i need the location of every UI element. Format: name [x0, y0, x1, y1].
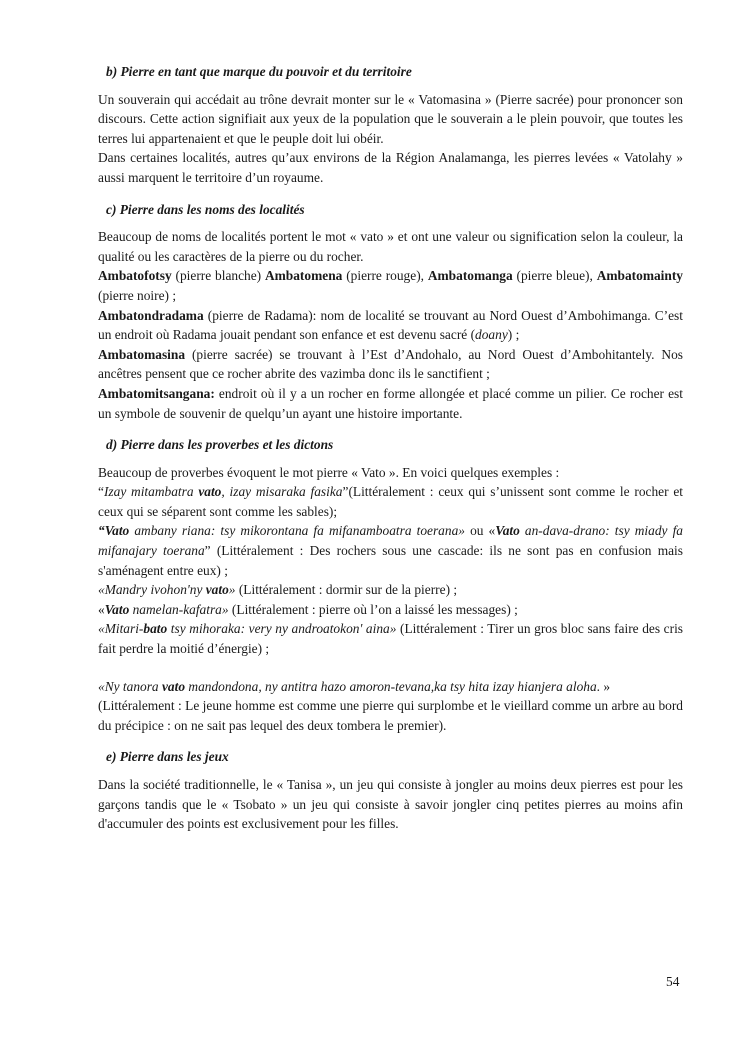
proverb-6: «Ny tanora vato mandondona, ny antitra hazo amoron-tevana,ka tsy hita izay hianjera aloha. »: [98, 678, 611, 694]
locality-name: Ambatomena: [264, 268, 343, 284]
locality-radama: Ambatondradama (pierre de Radama): nom de localité se trouvant au Nord Ouest d’Ambohimanga. C’est un endroit où Radama jouait pendant son enfance et est devenu sacré (doany) ;: [98, 307, 683, 343]
section-b-heading: b) Pierre en tant que marque du pouvoir et du territoire: [106, 64, 412, 79]
section-e-paragraph: Dans la société traditionnelle, le « Tanisa », un jeu qui consiste à jongler au moins deux pierres est pour les garçons tandis que le « Tsobato » un jeu qui consiste à savoir jongler cinq petites pierres au moins afin d'accumuler des points est exclusivement pour les filles.: [98, 777, 683, 832]
proverb-2: “Vato ambany riana: tsy mikorontana fa mifanamboatra toerana» ou «Vato an-dava-drano: tsy miady fa mifanajary toerana” (Littéralement : Des rochers sous une cascade: ils ne sont pas en confusion mais s'aménagent entre eux) ;: [98, 523, 683, 578]
proverb-3: «Mandry ivohon'ny vato» (Littéralement : dormir sur de la pierre) ;: [98, 582, 458, 598]
locality-name: Ambatomasina: [98, 346, 186, 362]
section-e-heading: e) Pierre dans les jeux: [106, 749, 229, 765]
section-b-paragraph-2: Dans certaines localités, autres qu’aux environs de la Région Analamanga, les pierres levées « Vatolahy » aussi marquent le territoire d’un royaume.: [98, 150, 683, 185]
section-c-heading: c) Pierre dans les noms des localités: [106, 201, 305, 217]
proverb-4: «Vato namelan-kafatra» (Littéralement : pierre où l’on a laissé les messages) ;: [98, 601, 518, 617]
locality-name: Ambatofotsy: [98, 268, 172, 284]
proverb-6-translation: (Littéralement : Le jeune homme est comme une pierre qui surplombe et le vieillard comme un arbre au bord du précipice : on ne sait pas lequel des deux tombera le premier).: [98, 698, 683, 733]
locality-name: Ambatomanga: [427, 268, 513, 284]
locality-name: Ambatomitsangana:: [98, 385, 215, 401]
page-number: 54: [666, 974, 680, 989]
locality-masina: Ambatomasina (pierre sacrée) se trouvant à l’Est d’Andohalo, au Nord Ouest d’Ambohitantely. Nos ancêtres pensent que ce rocher abrite des vazimba donc ils le sanctifient ;: [98, 346, 683, 382]
locality-mitsangana: Ambatomitsangana: endroit où il y a un rocher en forme allongée et placé comme un pilier. Ce rocher est un symbole de souvenir de quelqu’un ayant une histoire importante.: [98, 385, 683, 421]
section-d-heading: d) Pierre dans les proverbes et les dictons: [106, 437, 334, 453]
proverb-1: “Izay mitambatra vato, izay misaraka fasika”(Littéralement : ceux qui s’unissent sont comme le rocher et ceux qui se séparent sont comme les sables);: [98, 484, 684, 519]
locality-colors: Ambatofotsy (pierre blanche) Ambatomena (pierre rouge), Ambatomanga (pierre bleue), Ambatomainty (pierre noire) ;: [98, 268, 683, 303]
proverb-5: «Mitari-bato tsy mihoraka: very ny androatokon' aina» (Littéralement : Tirer un gros bloc sans faire des cris fait perdre la moitié d’énergie) ;: [98, 621, 683, 657]
section-d-intro: Beaucoup de proverbes évoquent le mot pierre « Vato ». En voici quelques exemples :: [98, 464, 560, 480]
section-b-paragraph-1: Un souverain qui accédait au trône devrait monter sur le « Vatomasina » (Pierre sacrée) pour prononcer son discours. Cette action signifiait aux yeux de la population que le souverain a le plein pouvoir, que toutes les terres lui appartenaient et que le peuple doit lui obéir.: [98, 91, 683, 146]
locality-name: Ambatomainty: [596, 268, 683, 284]
document-page: [98, 58, 683, 834]
locality-name: Ambatondradama: [98, 307, 204, 323]
section-c-intro: Beaucoup de noms de localités portent le mot « vato » et ont une valeur ou signification selon la couleur, la qualité ou les caractères de la pierre ou du rocher.: [98, 229, 683, 264]
